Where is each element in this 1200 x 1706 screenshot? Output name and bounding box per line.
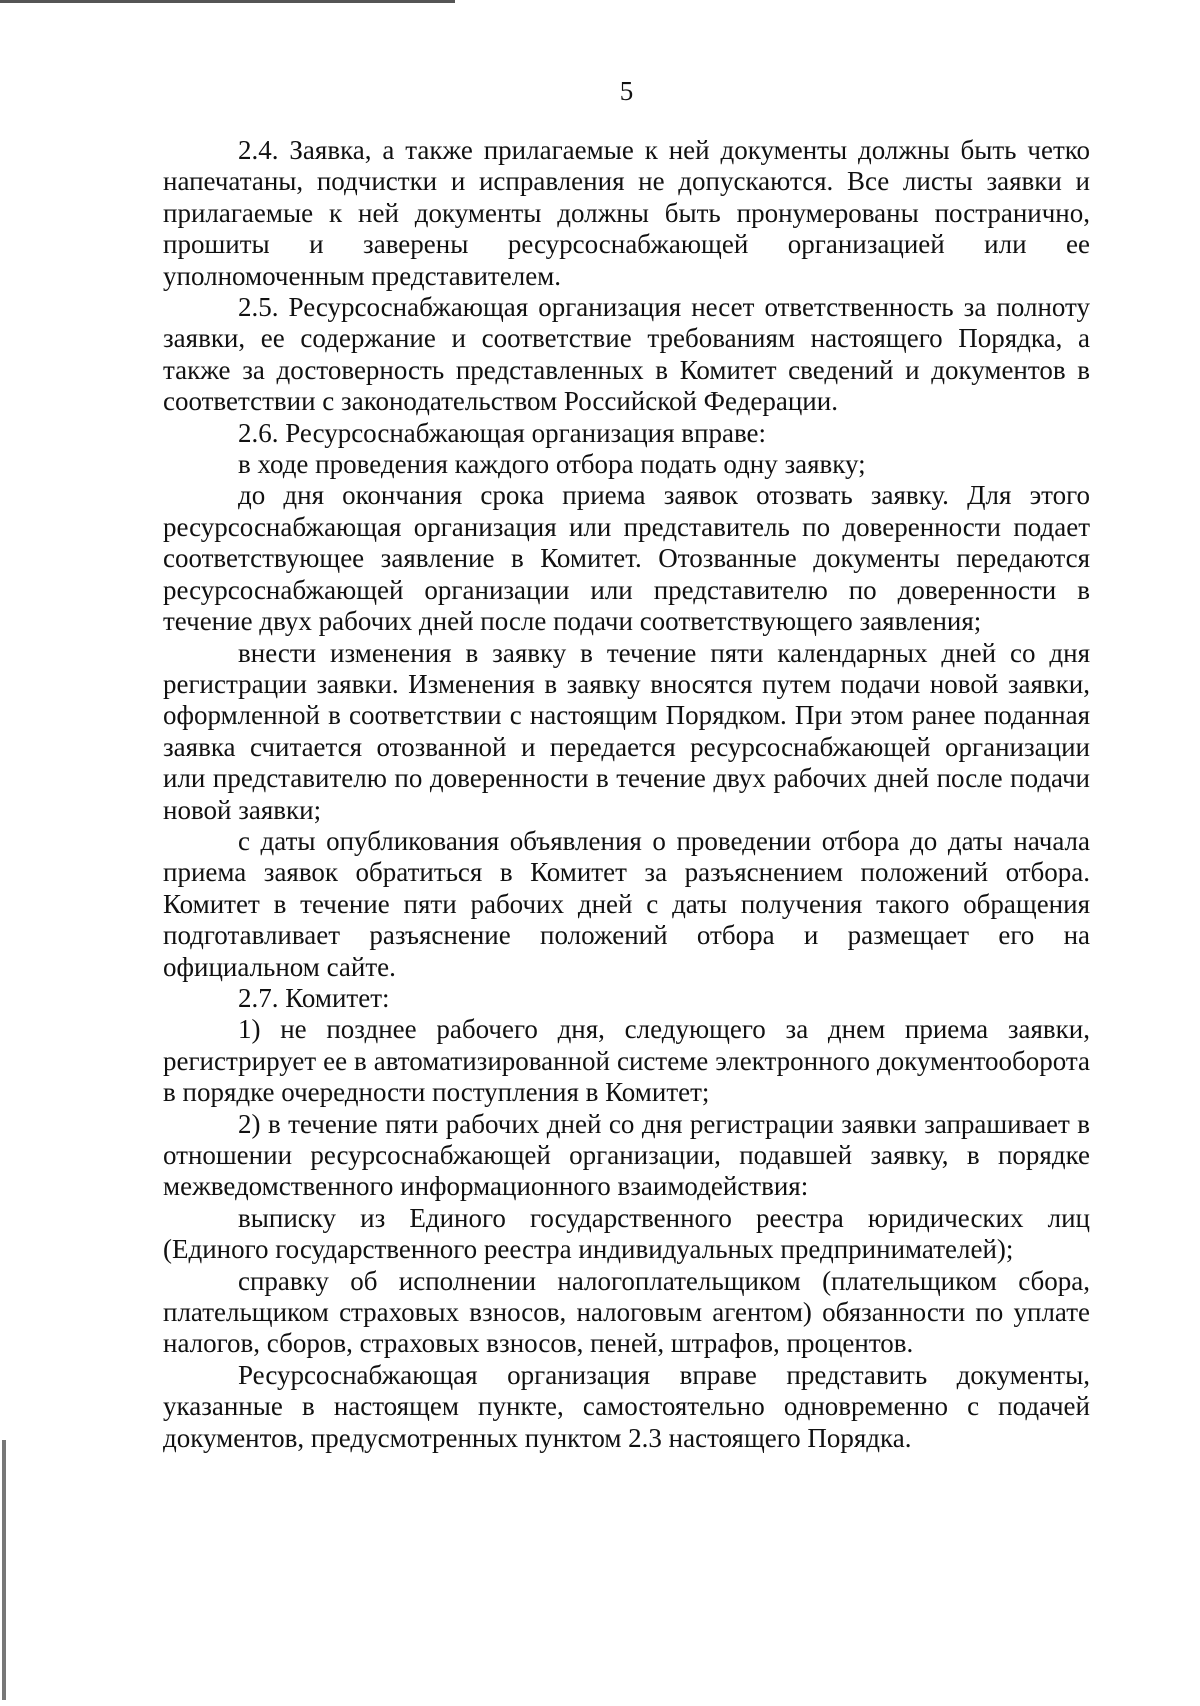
paragraph-closing: Ресурсоснабжающая организация вправе представить документы, указанные в настоящем пункте, самостоятельно одновременно с подачей документов, предусмотренных пунктом 2.3 настоящего Порядка. <box>163 1359 1090 1453</box>
paragraph-2-7-subitem-1: выписку из Единого государственного реестра юридических лиц (Единого государственного реестра индивидуальных предпринимателей); <box>163 1202 1090 1265</box>
paragraph-2-6-item-4: с даты опубликования объявления о проведении отбора до даты начала приема заявок обратиться в Комитет за разъяснением положений отбора. Комитет в течение пяти рабочих дней с даты получения такого обращения подготавливает разъяснение положений отбора и размещает его на официальном сайте. <box>163 825 1090 982</box>
paragraph-2-7-item-1: 1) не позднее рабочего дня, следующего за днем приема заявки, регистрирует ее в автоматизированной системе электронного документооборота в порядке очередности поступления в Комитет; <box>163 1014 1090 1108</box>
paragraph-2-6: 2.6. Ресурсоснабжающая организация вправе: <box>238 417 767 448</box>
paragraph-2-5: 2.5. Ресурсоснабжающая организация несет ответственность за полноту заявки, ее содержание и соответствие требованиям настоящего Порядка, а также за достоверность представленных в Комитет сведений и документов в соответствии с законодательством Российской Федерации. <box>163 292 1090 417</box>
paragraph-2-4: 2.4. Заявка, а также прилагаемые к ней документы должны быть четко напечатаны, подчистки и исправления не допускаются. Все листы заявки и прилагаемые к ней документы должны быть пронумерованы постранично, прошиты и заверены ресурсоснабжающей организацией или ее уполномоченным представителем. <box>163 135 1090 291</box>
paragraph-2-7: 2.7. Комитет: <box>238 982 390 1013</box>
paragraph-2-6-item-2: до дня окончания срока приема заявок отозвать заявку. Для этого ресурсоснабжающая организация или представитель по доверенности подает соответствующее заявление в Комитет. Отозванные документы передаются ресурсоснабжающей организации или представителю по доверенности в течение двух рабочих дней после подачи соответствующего заявления; <box>163 480 1090 637</box>
paragraph-2-7-item-2: 2) в течение пяти рабочих дней со дня регистрации заявки запрашивает в отношении ресурсоснабжающей организации, подавшей заявку, в порядке межведомственного информационного взаимодействия: <box>163 1108 1090 1202</box>
paragraph-2-7-subitem-2: справку об исполнении налогоплательщиком (плательщиком сбора, плательщиком страховых взносов, налоговым агентом) обязанности по уплате налогов, сборов, страховых взносов, пеней, штрафов, процентов. <box>163 1265 1090 1359</box>
page-number: 5 <box>619 76 634 106</box>
paragraph-2-6-item-1: в ходе проведения каждого отбора подать одну заявку; <box>238 449 866 480</box>
document-body <box>163 135 1090 1454</box>
scan-border-left <box>2 1440 6 1700</box>
paragraph-2-6-item-3: внести изменения в заявку в течение пяти календарных дней со дня регистрации заявки. Изменения в заявку вносятся путем подачи новой заявки, оформленной в соответствии с настоящим Порядком. При этом ранее поданная заявка считается отозванной и передается ресурсоснабжающей организации или представителю по доверенности в течение двух рабочих дней после подачи новой заявки; <box>163 637 1090 825</box>
scan-border-top <box>0 0 455 3</box>
